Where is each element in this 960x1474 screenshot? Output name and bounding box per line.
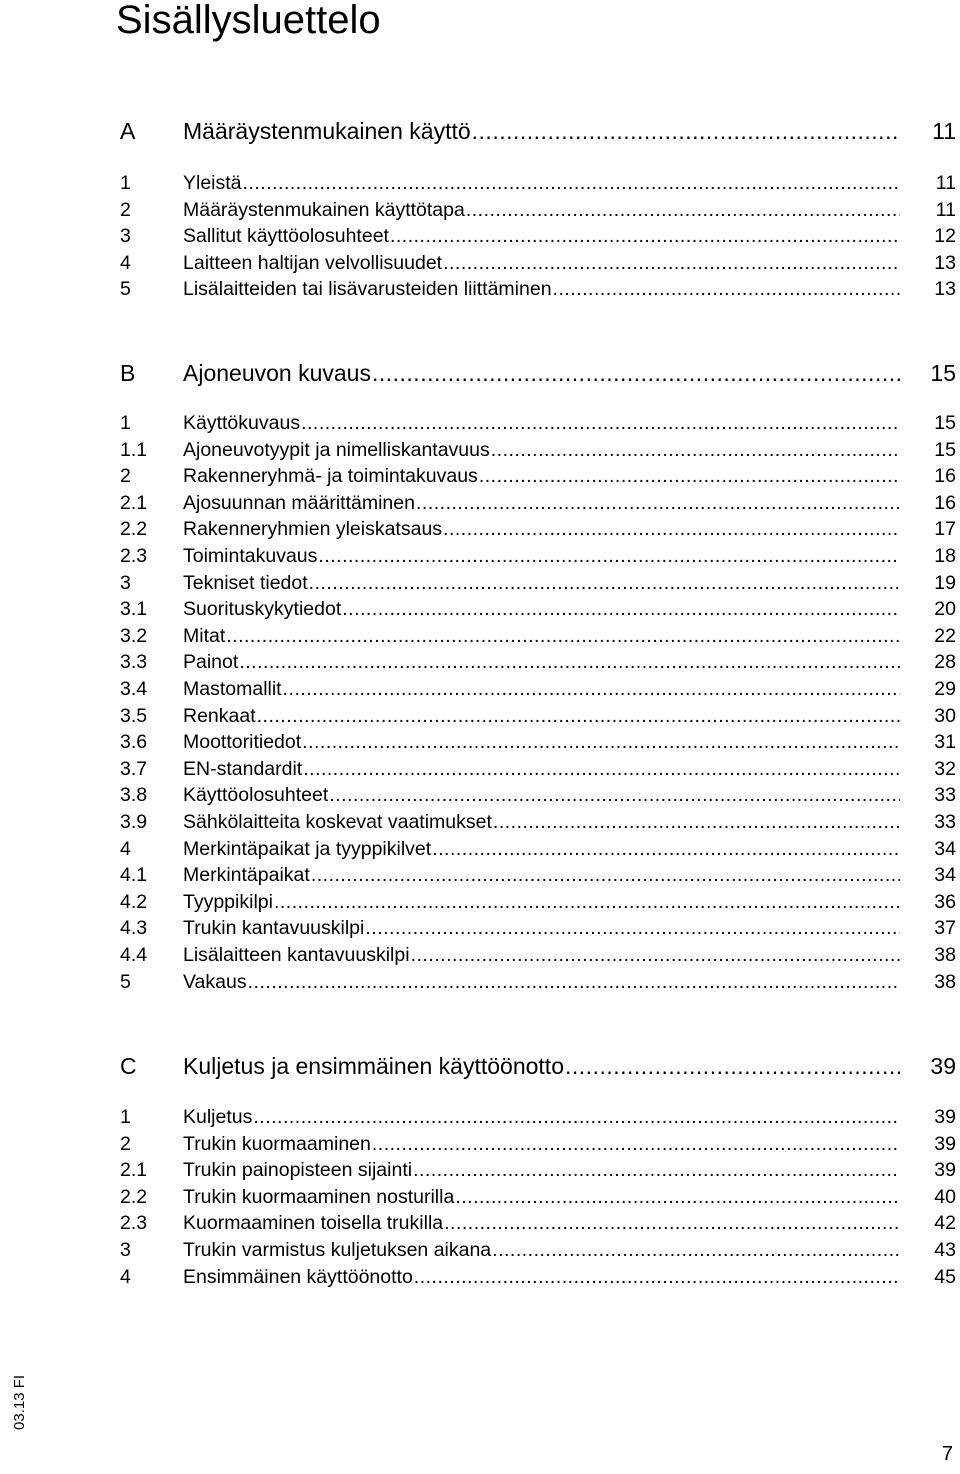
- dot-leader: [432, 836, 900, 862]
- toc-title: Rakenneryhmien yleiskatsaus: [183, 518, 443, 540]
- page-number: 7: [941, 1443, 953, 1465]
- toc-entry[interactable]: [120, 596, 956, 622]
- toc-page-number: 11: [935, 199, 956, 221]
- toc-title: Mitat: [183, 625, 226, 647]
- dot-leader: [390, 223, 900, 249]
- toc-number: 3.9: [120, 811, 148, 833]
- dot-leader: [309, 570, 900, 596]
- toc-title: Toimintakuvaus: [183, 545, 318, 567]
- toc-number: B: [120, 360, 136, 386]
- toc-page-number: 12: [934, 225, 956, 247]
- toc-number: 2.3: [120, 1212, 148, 1234]
- toc-entry[interactable]: [120, 223, 956, 249]
- toc-number: 3.2: [120, 625, 148, 647]
- toc-number: 2: [120, 199, 131, 221]
- dot-leader: [455, 1184, 900, 1210]
- toc-page-number: 38: [934, 971, 956, 993]
- dot-leader: [239, 649, 900, 675]
- toc-title: Sallitut käyttöolosuhteet: [183, 225, 389, 247]
- toc-number: 2: [120, 465, 131, 487]
- dot-leader: [226, 623, 900, 649]
- toc-page-number: 42: [934, 1212, 956, 1234]
- toc-title: Mastomallit: [183, 678, 282, 700]
- toc-page-number: 16: [934, 492, 956, 514]
- dot-leader: [283, 676, 900, 702]
- dot-leader: [311, 862, 900, 888]
- toc-entry[interactable]: [120, 969, 956, 995]
- version-text: 03.13 FI: [11, 1374, 28, 1430]
- toc-entry[interactable]: [120, 1104, 956, 1130]
- toc-title: Vakaus: [183, 971, 247, 993]
- toc-entry[interactable]: [120, 1210, 956, 1236]
- toc-entry[interactable]: [120, 756, 956, 782]
- dot-leader: [492, 1237, 900, 1263]
- toc-title: Renkaat: [183, 705, 256, 727]
- toc-entry[interactable]: [120, 516, 956, 542]
- dot-leader: [329, 782, 900, 808]
- toc-page-number: 43: [934, 1239, 956, 1261]
- dot-leader: [565, 1050, 900, 1082]
- dot-leader: [248, 969, 900, 995]
- toc-number: 3.3: [120, 651, 148, 673]
- toc-part-heading[interactable]: [120, 115, 956, 147]
- toc-page-number: 39: [930, 1053, 956, 1079]
- toc-page-number: 11: [935, 172, 956, 194]
- toc-number: 1.1: [120, 439, 148, 461]
- dot-leader: [416, 490, 900, 516]
- toc-page-number: 31: [934, 731, 956, 753]
- toc-page-number: 16: [934, 465, 956, 487]
- dot-leader: [443, 516, 900, 542]
- toc-number: 3: [120, 1239, 131, 1261]
- toc-part-heading[interactable]: [120, 1050, 956, 1082]
- toc-page-number: 13: [934, 278, 956, 300]
- toc-entry[interactable]: [120, 410, 956, 436]
- toc-number: 3: [120, 572, 131, 594]
- toc-number: 4: [120, 838, 131, 860]
- toc-page-number: 15: [934, 412, 956, 434]
- toc-title: Trukin kuormaaminen: [183, 1133, 371, 1155]
- toc-entry[interactable]: [120, 250, 956, 276]
- toc-title: Kuljetus ja ensimmäinen käyttöönotto: [183, 1053, 564, 1079]
- toc-title: Yleistä: [183, 172, 242, 194]
- toc-page-number: 20: [934, 598, 956, 620]
- toc-title: Määräystenmukainen käyttötapa: [183, 199, 465, 221]
- toc-entry[interactable]: [120, 809, 956, 835]
- toc-title: Merkintäpaikat: [183, 864, 310, 886]
- toc-page-number: 45: [934, 1266, 956, 1288]
- dot-leader: [414, 1264, 900, 1290]
- toc-title: Käyttökuvaus: [183, 412, 301, 434]
- toc-entry[interactable]: [120, 1131, 956, 1157]
- toc-title: EN-standardit: [183, 758, 303, 780]
- toc-title: Ajoneuvon kuvaus: [183, 360, 371, 386]
- toc-title: Käyttöolosuhteet: [183, 784, 329, 806]
- toc-entry[interactable]: [120, 703, 956, 729]
- toc-title: Ensimmäinen käyttöönotto: [183, 1266, 413, 1288]
- toc-number: A: [120, 118, 136, 144]
- dot-leader: [243, 170, 900, 196]
- toc-number: 4.4: [120, 944, 148, 966]
- dot-leader: [493, 809, 900, 835]
- toc-number: 2.3: [120, 545, 148, 567]
- toc-title: Moottoritiedot: [183, 731, 302, 753]
- dot-leader: [342, 596, 900, 622]
- toc-number: 3.5: [120, 705, 148, 727]
- toc-page-number: 37: [934, 917, 956, 939]
- toc-number: 2.2: [120, 1186, 148, 1208]
- toc-title: Kuljetus: [183, 1106, 253, 1128]
- toc-number: 3.4: [120, 678, 148, 700]
- toc-number: 1: [120, 1106, 131, 1128]
- toc-page-number: 15: [934, 439, 956, 461]
- toc-entry[interactable]: [120, 490, 956, 516]
- table-of-contents: [120, 0, 956, 1474]
- toc-page-number: 29: [934, 678, 956, 700]
- toc-number: 3.7: [120, 758, 148, 780]
- dot-leader: [553, 276, 900, 302]
- dot-leader: [318, 543, 900, 569]
- toc-number: C: [120, 1053, 137, 1079]
- toc-title: Painot: [183, 651, 239, 673]
- toc-entry[interactable]: [120, 915, 956, 941]
- dot-leader: [443, 250, 900, 276]
- dot-leader: [365, 915, 900, 941]
- toc-entry[interactable]: [120, 889, 956, 915]
- toc-title: Merkintäpaikat ja tyyppikilvet: [183, 838, 432, 860]
- toc-title: Ajoneuvotyypit ja nimelliskantavuus: [183, 439, 490, 461]
- toc-page-number: 17: [934, 518, 956, 540]
- toc-number: 5: [120, 278, 131, 300]
- toc-page-number: 39: [934, 1133, 956, 1155]
- toc-number: 2.1: [120, 1159, 148, 1181]
- toc-number: 4: [120, 252, 131, 274]
- toc-page-number: 34: [934, 838, 956, 860]
- toc-number: 2.1: [120, 492, 148, 514]
- toc-number: 3: [120, 225, 131, 247]
- dot-leader: [411, 942, 900, 968]
- toc-number: 1: [120, 412, 131, 434]
- toc-entry[interactable]: [120, 1237, 956, 1263]
- toc-entry[interactable]: [120, 862, 956, 888]
- dot-leader: [303, 756, 900, 782]
- toc-page-number: 36: [934, 891, 956, 913]
- toc-entry[interactable]: [120, 729, 956, 755]
- toc-page-number: 38: [934, 944, 956, 966]
- toc-entry[interactable]: [120, 570, 956, 596]
- toc-title: Suorituskykytiedot: [183, 598, 342, 620]
- toc-page-number: 11: [932, 118, 956, 144]
- toc-page-number: 30: [934, 705, 956, 727]
- toc-title: Lisälaitteiden tai lisävarusteiden liittäminen: [183, 278, 552, 300]
- toc-title: Trukin painopisteen sijainti: [183, 1159, 413, 1181]
- dot-leader: [302, 729, 900, 755]
- toc-entry[interactable]: [120, 1184, 956, 1210]
- toc-number: 4.1: [120, 864, 148, 886]
- toc-title: Tyyppikilpi: [183, 891, 273, 913]
- toc-page-number: 28: [934, 651, 956, 673]
- dot-leader: [466, 197, 900, 223]
- toc-entry[interactable]: [120, 623, 956, 649]
- toc-page-number: 15: [930, 360, 956, 386]
- toc-page-number: 33: [934, 811, 956, 833]
- toc-title: Trukin kuormaaminen nosturilla: [183, 1186, 455, 1208]
- toc-title: Tekniset tiedot: [183, 572, 308, 594]
- version-label: [0, 1360, 28, 1430]
- dot-leader: [491, 437, 900, 463]
- toc-number: 3.1: [120, 598, 148, 620]
- toc-part-heading[interactable]: [120, 357, 956, 389]
- toc-title: Trukin kantavuuskilpi: [183, 917, 365, 939]
- toc-number: 4.3: [120, 917, 148, 939]
- toc-page-number: 39: [934, 1106, 956, 1128]
- toc-title: Lisälaitteen kantavuuskilpi: [183, 944, 410, 966]
- toc-page-number: 34: [934, 864, 956, 886]
- toc-entry[interactable]: [120, 836, 956, 862]
- dot-leader: [301, 410, 900, 436]
- toc-number: 3.6: [120, 731, 148, 753]
- toc-entry[interactable]: [120, 197, 956, 223]
- toc-page-number: 39: [934, 1159, 956, 1181]
- toc-number: 1: [120, 172, 131, 194]
- toc-page-number: 19: [934, 572, 956, 594]
- toc-title: Kuormaaminen toisella trukilla: [183, 1212, 444, 1234]
- toc-page-number: 13: [934, 252, 956, 274]
- toc-entry[interactable]: [120, 543, 956, 569]
- dot-leader: [444, 1210, 900, 1236]
- dot-leader: [479, 463, 900, 489]
- toc-number: 4.2: [120, 891, 148, 913]
- toc-entry[interactable]: [120, 649, 956, 675]
- toc-title: Määräystenmukainen käyttö: [183, 118, 471, 144]
- toc-entry[interactable]: [120, 782, 956, 808]
- toc-entry[interactable]: [120, 1264, 956, 1290]
- page-title: Sisällysluettelo: [116, 0, 381, 42]
- toc-entry[interactable]: [120, 942, 956, 968]
- toc-number: 2.2: [120, 518, 148, 540]
- toc-entry[interactable]: [120, 276, 956, 302]
- toc-page-number: 33: [934, 784, 956, 806]
- toc-title: Ajosuunnan määrittäminen: [183, 492, 415, 514]
- toc-entry[interactable]: [120, 676, 956, 702]
- dot-leader: [372, 1131, 900, 1157]
- dot-leader: [274, 889, 900, 915]
- toc-page-number: 22: [934, 625, 956, 647]
- toc-title: Sähkölaitteita koskevat vaatimukset: [183, 811, 492, 833]
- toc-entry[interactable]: [120, 437, 956, 463]
- dot-leader: [253, 1104, 900, 1130]
- toc-page-number: 40: [934, 1186, 956, 1208]
- dot-leader: [372, 357, 900, 389]
- dot-leader: [472, 115, 900, 147]
- toc-number: 4: [120, 1266, 131, 1288]
- toc-entry[interactable]: [120, 463, 956, 489]
- dot-leader: [257, 703, 900, 729]
- toc-title: Laitteen haltijan velvollisuudet: [183, 252, 443, 274]
- toc-entry[interactable]: [120, 170, 956, 196]
- toc-number: 2: [120, 1133, 131, 1155]
- toc-number: 5: [120, 971, 131, 993]
- toc-entry[interactable]: [120, 1157, 956, 1183]
- dot-leader: [413, 1157, 900, 1183]
- toc-page-number: 32: [934, 758, 956, 780]
- toc-number: 3.8: [120, 784, 148, 806]
- toc-title: Rakenneryhmä- ja toimintakuvaus: [183, 465, 478, 487]
- toc-page-number: 18: [934, 545, 956, 567]
- toc-title: Trukin varmistus kuljetuksen aikana: [183, 1239, 492, 1261]
